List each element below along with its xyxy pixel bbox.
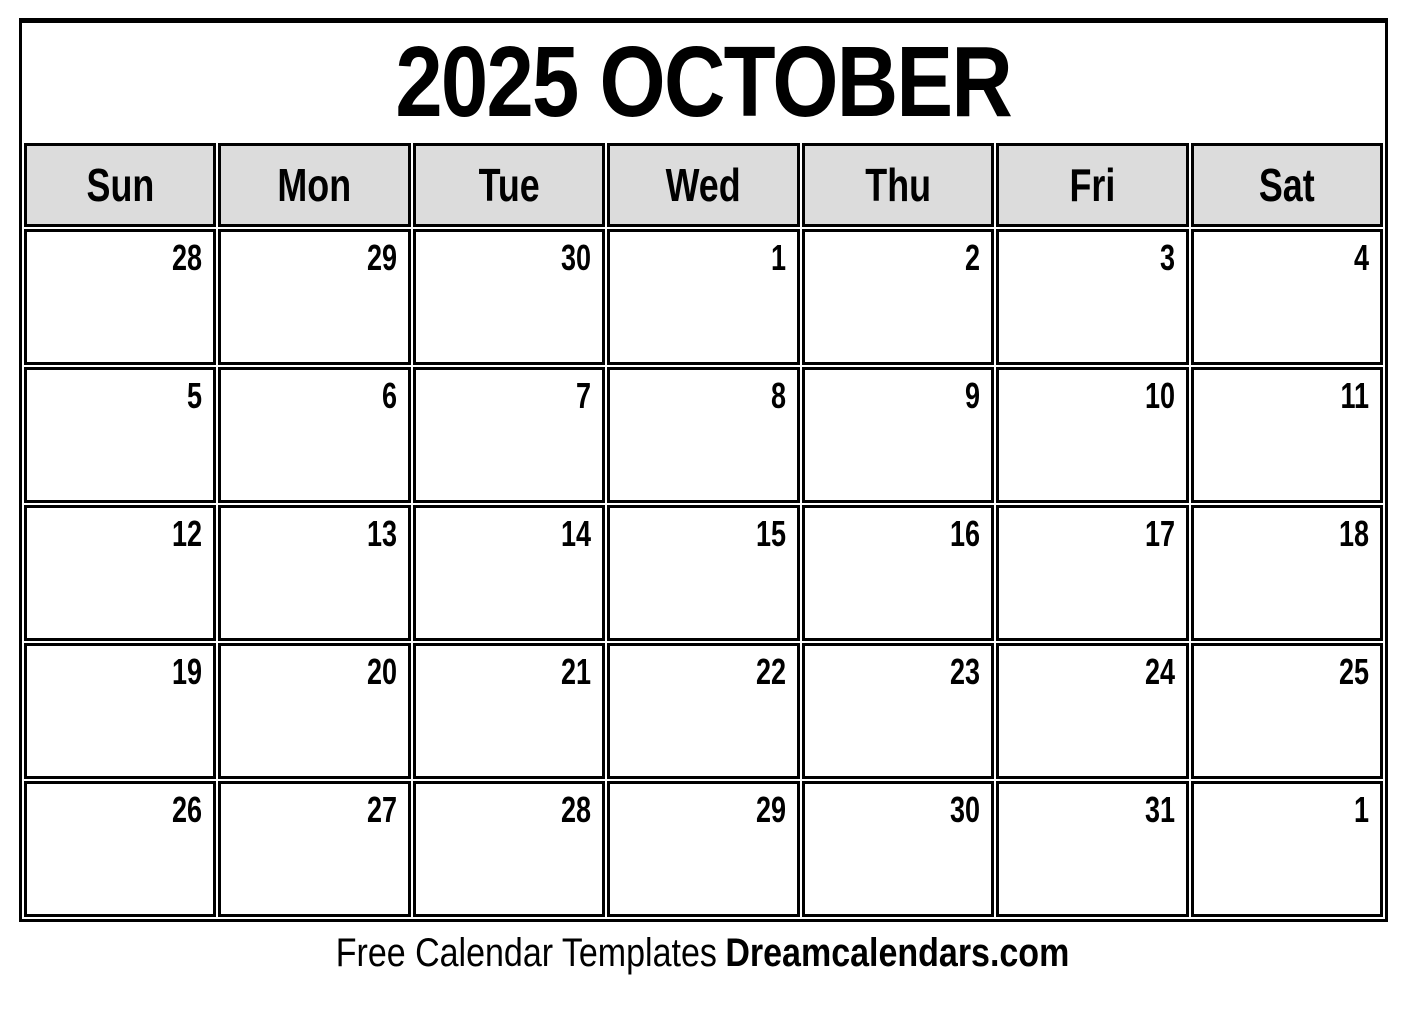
day-number: 30 bbox=[561, 237, 592, 278]
day-number: 18 bbox=[1338, 513, 1369, 554]
day-number: 5 bbox=[187, 375, 203, 416]
weekday-label: Mon bbox=[277, 159, 352, 211]
day-number: 6 bbox=[381, 375, 397, 416]
day-cell bbox=[24, 781, 216, 917]
day-cell bbox=[996, 643, 1188, 779]
day-number: 17 bbox=[1144, 513, 1175, 554]
day-number: 10 bbox=[1144, 375, 1175, 416]
weekday-header-fri bbox=[996, 143, 1188, 227]
day-number: 11 bbox=[1340, 375, 1369, 416]
day-cell bbox=[413, 367, 605, 503]
day-number: 15 bbox=[755, 513, 786, 554]
day-cell bbox=[607, 643, 799, 779]
day-number: 1 bbox=[1353, 789, 1369, 830]
day-cell bbox=[607, 229, 799, 365]
weekday-header-mon bbox=[218, 143, 410, 227]
day-number: 12 bbox=[172, 513, 203, 554]
calendar-grid bbox=[22, 141, 1385, 919]
day-cell bbox=[24, 505, 216, 641]
day-number: 2 bbox=[965, 237, 981, 278]
day-cell bbox=[1191, 643, 1383, 779]
calendar-title bbox=[22, 23, 1385, 141]
weekday-header-wed bbox=[607, 143, 799, 227]
day-number: 13 bbox=[366, 513, 397, 554]
weekday-header-tue bbox=[413, 143, 605, 227]
calendar-title-text: 2025 OCTOBER bbox=[395, 25, 1012, 138]
day-cell bbox=[607, 367, 799, 503]
day-number: 8 bbox=[770, 375, 786, 416]
day-cell bbox=[996, 367, 1188, 503]
day-cell bbox=[802, 643, 994, 779]
weekday-header-sat bbox=[1191, 143, 1383, 227]
day-number: 20 bbox=[366, 651, 397, 692]
day-number: 26 bbox=[172, 789, 203, 830]
day-cell bbox=[24, 367, 216, 503]
weekday-label: Thu bbox=[865, 159, 931, 211]
day-number: 29 bbox=[755, 789, 786, 830]
day-number: 31 bbox=[1144, 789, 1175, 830]
weekday-label: Fri bbox=[1069, 159, 1116, 211]
day-number: 30 bbox=[950, 789, 981, 830]
footer bbox=[0, 931, 1406, 976]
footer-label: Free Calendar Templates bbox=[336, 931, 718, 975]
weekday-header-sun bbox=[24, 143, 216, 227]
day-cell bbox=[218, 229, 410, 365]
weekday-label: Sun bbox=[86, 159, 155, 211]
day-number: 22 bbox=[755, 651, 786, 692]
day-number: 3 bbox=[1159, 237, 1175, 278]
day-cell bbox=[1191, 367, 1383, 503]
day-cell bbox=[802, 229, 994, 365]
calendar bbox=[19, 18, 1388, 922]
footer-brand: Dreamcalendars.com bbox=[725, 931, 1070, 975]
day-cell bbox=[802, 505, 994, 641]
day-number: 28 bbox=[172, 237, 203, 278]
day-cell bbox=[1191, 505, 1383, 641]
weekday-label: Sat bbox=[1258, 159, 1315, 211]
day-number: 29 bbox=[366, 237, 397, 278]
day-cell bbox=[802, 781, 994, 917]
day-cell bbox=[996, 229, 1188, 365]
day-cell bbox=[24, 229, 216, 365]
weekday-header-thu bbox=[802, 143, 994, 227]
day-number: 9 bbox=[965, 375, 981, 416]
day-cell bbox=[413, 781, 605, 917]
day-number: 14 bbox=[561, 513, 592, 554]
day-number: 23 bbox=[950, 651, 981, 692]
weekday-label: Wed bbox=[665, 159, 742, 211]
day-cell bbox=[218, 367, 410, 503]
day-cell bbox=[996, 781, 1188, 917]
day-cell bbox=[1191, 229, 1383, 365]
day-cell bbox=[218, 781, 410, 917]
day-number: 7 bbox=[576, 375, 592, 416]
day-cell bbox=[413, 505, 605, 641]
day-number: 21 bbox=[561, 651, 592, 692]
day-number: 16 bbox=[950, 513, 981, 554]
footer-text-wrap bbox=[336, 931, 1070, 976]
day-cell bbox=[607, 781, 799, 917]
day-cell bbox=[996, 505, 1188, 641]
day-number: 25 bbox=[1338, 651, 1369, 692]
day-cell bbox=[24, 643, 216, 779]
day-number: 27 bbox=[366, 789, 397, 830]
day-number: 24 bbox=[1144, 651, 1175, 692]
day-cell bbox=[218, 505, 410, 641]
day-number: 1 bbox=[770, 237, 786, 278]
day-number: 28 bbox=[561, 789, 592, 830]
day-number: 19 bbox=[172, 651, 203, 692]
day-cell bbox=[1191, 781, 1383, 917]
day-cell bbox=[802, 367, 994, 503]
day-cell bbox=[218, 643, 410, 779]
day-cell bbox=[413, 643, 605, 779]
weekday-label: Tue bbox=[478, 159, 540, 211]
day-number: 4 bbox=[1353, 237, 1369, 278]
day-cell bbox=[413, 229, 605, 365]
day-cell bbox=[607, 505, 799, 641]
